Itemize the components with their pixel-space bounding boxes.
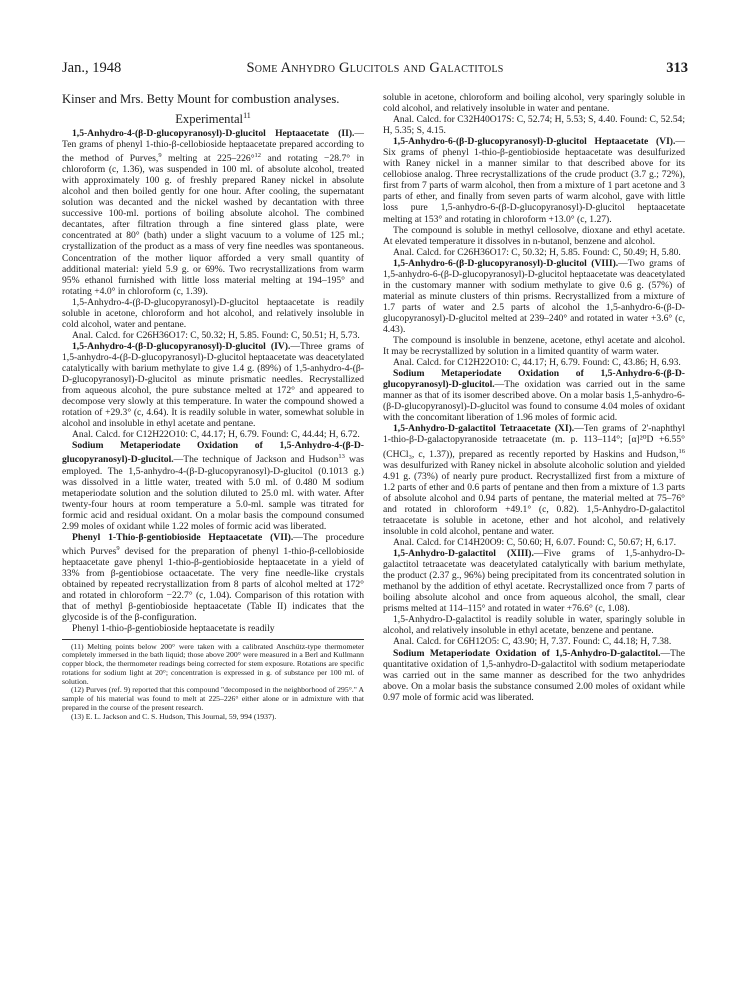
paragraph: soluble in acetone, chloroform and boiling alcohol, very sparingly soluble in cold alcohol, and relatively insoluble in water and pentane. [383, 92, 685, 115]
paragraph: Sodium Metaperiodate Oxidation of 1,5-Anhydro-4-(β-D-glucopyranosyl)-D-glucitol.—The technique of Jackson and Hudson$^{13}$ was employed. The 1,5-anhydro-4-(β-D-glucopyranosyl)-D-glucitol (0.1013 g.) was dissolved in a little water, treated with 5.0 ml. of 0.480 M sodium metaperiodate solution and the solution diluted to 25.0 ml. with water. After twenty-four hours at room temperature a 5.0-ml. sample was titrated for formic acid and residual oxidant. On a molar basis the compound consumed 2.99 moles of oxidant while 1.22 moles of formic acid was liberated. [62, 440, 364, 532]
paragraph: 1,5-Anhydro-4-(β-D-glucopyranosyl)-D-glucitol heptaacetate is readily soluble in acetone, chloroform and hot alcohol, and relatively insoluble in cold alcohol, water and pentane. [62, 296, 364, 330]
paragraph-title: 1,5-Anhydro-6-(β-D-glucopyranosyl)-D-glucitol (VIII). [393, 257, 619, 269]
analysis-line: Anal. Calcd. for C26H36O17: C, 50.32; H, 5.85. Found: C, 50.49; H, 5.80. [393, 246, 681, 258]
paragraph-title: Sodium Metaperiodate Oxidation of 1,5-Anhydro-D-galactitol. [393, 647, 661, 659]
paragraph: Sodium Metaperiodate Oxidation of 1,5-Anhydro-6-(β-D-glucopyranosyl)-D-glucitol.—The oxidation was carried out in the same manner as that of its isomer described above. On a molar basis 1,5-anhydro-6-(β-D-glucopyranosyl)-D-glucitol was found to consume 4.04 moles of oxidant with the concomitant liberation of 1.96 moles of formic acid. [383, 368, 685, 424]
header-page-number: 313 [666, 60, 688, 76]
running-header [62, 60, 688, 82]
analysis-line: Anal. Calcd. for C12H22O10: C, 44.17; H, 6.79. Found: C, 43.86; H, 6.93. [393, 357, 681, 369]
paragraph-title: Phenyl 1-Thio-β-gentiobioside Heptaacetate (VII). [72, 531, 294, 543]
footnote: (12) Purves (ref. 9) reported that this compound "decomposed in the neighborhood of 295°." A sample of his material was found to melt at 225–226° either alone or in admixture with that prepared in the course of the present research. [62, 685, 364, 713]
footnote-rule [62, 639, 364, 640]
paragraph-title: 1,5-Anhydro-4-(β-D-glucopyranosyl)-D-glucitol Heptaacetate (II). [72, 127, 355, 139]
paragraph: The compound is soluble in methyl cellosolve, dioxane and ethyl acetate. At elevated temperature it dissolves in n-butanol, benzene and alcohol. [383, 224, 685, 247]
header-date: Jan., 1948 [62, 60, 122, 76]
lead-text: Kinser and Mrs. Betty Mount for combustion analyses. [62, 92, 340, 106]
analysis-line: Anal. Calcd. for C6H12O5: C, 43.90; H, 7.37. Found: C, 44.18; H, 7.38. [393, 636, 672, 648]
footnote: (13) E. L. Jackson and C. S. Hudson, This Journal, 59, 994 (1937). [71, 711, 277, 721]
right-column [383, 92, 685, 703]
paragraph-title: 1,5-Anhydro-4-(β-D-glucopyranosyl)-D-glucitol (IV). [72, 340, 291, 352]
footnote: (11) Melting points below 200° were taken with a calibrated Anschütz-type thermometer completely immersed in the bath liquid; those above 200° were measured in a Berl and Kullmann copper block, the thermometer readings being corrected for stem exposure. Rotations are specific rotations for sodium light at 20°; concentration is expressed in g. of substance per 100 ml. of solution. [62, 641, 364, 686]
paragraph-title: 1,5-Anhydro-6-(β-D-glucopyranosyl)-D-glucitol Heptaacetate (VI). [393, 136, 676, 148]
paragraph: 1,5-Anhydro-6-(β-D-glucopyranosyl)-D-glucitol (VIII).—Two grams of 1,5-anhydro-6-(β-D-glucopyranosyl)-D-glucitol heptaacetate was deacetylated in the customary manner with sodium methylate to give 0.6 g. (57%) of material as minute clusters of thin prisms. Recrystallized from a mixture of 1.7 parts of water and 2.5 parts of alcohol the 1,5-anhydro-6-(β-D-glucopyranosyl)-D-glucitol melted at 239–240° and rotated in water +3.6° (c, 4.43). [383, 257, 685, 335]
paragraph: Phenyl 1-thio-β-gentiobioside heptaacetate is readily [72, 623, 275, 635]
paragraph: 1,5-Anhydro-D-galactitol (XIII).—Five grams of 1,5-anhydro-D-galactitol tetraacetate was deacetylated catalytically with barium methylate, the product (2.37 g., 96%) being precipitated from its concentrated solution in methanol by the addition of ethyl acetate. Recrystallized once from 7 parts of boiling absolute alcohol and once from aqueous alcohol, the small, clear prisms melted at 114–115° and rotated in water +76.6° (c, 1.08). [383, 548, 685, 615]
analysis-line: Anal. Calcd. for C14H20O9: C, 50.60; H, 6.07. Found: C, 50.67; H, 6.17. [393, 537, 677, 549]
paragraph: 1,5-Anhydro-D-galactitol Tetraacetate (XI).—Ten grams of 2'-naphthyl 1-thio-β-D-galactopyranoside tetraacetate (m. p. 113–114°; [α]²⁰D +6.55° (CHCl₃, c, 1.37)), prepared as recently reported by Haskins and Hudson,$^{16}$ was desulfurized with Raney nickel in absolute alcoholic solution and yielded 4.91 g. (73%) of nearly pure product. Recrystallized first from a mixture of 1.2 parts of ether and 0.6 parts of pentane and then from a mixture of 1.3 parts of absolute alcohol and 0.94 parts of pentane, the material melted at 75–76° and rotated in chloroform +49.1° (c, 0.82). 1,5-Anhydro-D-galactitol tetraacetate is soluble in acetone, ether and hot alcohol, and relatively insoluble in cold alcohol, pentane and water. [383, 423, 686, 538]
paragraph: Sodium Metaperiodate Oxidation of 1,5-Anhydro-D-galactitol.—The quantitative oxidation of 1,5-anhydro-D-galactitol with sodium metaperiodate was carried out in the same manner as described for the two anhydrides above. On a molar basis the substance consumed 2.00 moles of oxidant while 0.97 mole of formic acid was liberated. [383, 647, 685, 703]
paragraph-title: 1,5-Anhydro-D-galactitol (XIII). [393, 548, 534, 560]
analysis-line: Anal. Calcd. for C26H36O17: C, 50.32; H, 5.85. Found: C, 50.51; H, 5.73. [72, 329, 360, 341]
paragraph: The compound is insoluble in benzene, acetone, ethyl acetate and alcohol. It may be recrystallized by solution in a limited quantity of warm water. [383, 335, 685, 358]
header-title: Some Anhydro Glucitols and Galactitols [246, 60, 504, 76]
analysis-line: Anal. Calcd. for C32H40O17S: C, 52.74; H, 5.53; S, 4.40. Found: C, 52.54; H, 5.35; S, 4.15. [383, 114, 685, 137]
analysis-line: Anal. Calcd. for C12H22O10: C, 44.17; H, 6.79. Found: C, 44.44; H, 6.72. [72, 429, 360, 441]
paragraph: Phenyl 1-Thio-β-gentiobioside Heptaacetate (VII).—The procedure which Purves$^9$ devised for the preparation of phenyl 1-thio-β-cellobioside heptaacetate gave phenyl 1-thio-β-gentiobioside heptaacetate in a yield of 33% from β-gentiobiose octaacetate. The very fine needle-like crystals obtained by repeated recrystallization from 8 parts of alcohol melted at 172° and rotated in chloroform −22.7° (c, 1.04). Comparison of this rotation with that of methyl β-gentiobioside heptaacetate (Table II) indicates that the glycoside is of the β-configuration. [62, 531, 364, 624]
paragraph: 1,5-Anhydro-D-galactitol is readily soluble in water, sparingly soluble in alcohol, and relatively insoluble in ethyl acetate, benzene and pentane. [383, 614, 685, 637]
section-heading: Experimental$^{11}$ [175, 110, 251, 126]
paragraph: 1,5-Anhydro-4-(β-D-glucopyranosyl)-D-glucitol Heptaacetate (II).—Ten grams of phenyl 1-thio-β-cellobioside heptaacetate prepared according to the method of Purves,$^9$ melting at 225–226°$^{12}$ and rotating −28.7° in chloroform (c, 1.36), was suspended in 100 ml. of absolute alcohol, treated with approximately 100 g. of freshly prepared Raney nickel in absolute alcohol and then boiled gently for one hour. After cooling, the supernatant solution was decanted and the nickel washed by decantation with three successive 100-ml. portions of boiling absolute alcohol. The combined decantates, after filtration through a fine sintered glass plate, were concentrated at 80° (bath) under a slight vacuum to a volume of 125 ml.; crystallization of the product as a mass of very fine needles was spontaneous. Concentration of the mother liquor afforded a very small quantity of additional material: yield 5.9 g. or 69%. Two recrystallizations from warm 95% ethanol furnished with little loss material melting at 194–195° and rotating +4.0° in chloroform (c, 1.39). [62, 127, 364, 297]
paragraph: 1,5-Anhydro-6-(β-D-glucopyranosyl)-D-glucitol Heptaacetate (VI).—Six grams of phenyl 1-thio-β-gentiobioside heptaacetate was desulfurized with Raney nickel in a manner similar to that described above for its cellobiose analog. Three recrystallizations of the crude product (3.7 g.; 72%), first from 7 parts of warm alcohol, then from a mixture of 1 part acetone and 3 parts of ether, and finally from seven parts of warm alcohol, gave with little loss pure 1,5-anhydro-6-(β-D-glucopyranosyl)-D-glucitol heptaacetate melting at 153° and rotating in chloroform +13.0° (c, 1.27). [383, 136, 685, 225]
paragraph: 1,5-Anhydro-4-(β-D-glucopyranosyl)-D-glucitol (IV).—Three grams of 1,5-anhydro-4-(β-D-glucopyranosyl)-D-glucitol heptaacetate was deacetylated catalytically with barium methylate to give 1.4 g. (89%) of 1,5-anhydro-4-(β-D-glucopyranosyl)-D-glucitol as minute prismatic needles. Recrystallized from aqueous alcohol, the pure substance melted at 172° and appeared to decompose very slowly at this temperature. In water the compound showed a rotation of +29.3° (c, 4.64). It is readily soluble in water, somewhat soluble in alcohol and insoluble in ethyl acetate and pentane. [62, 340, 364, 430]
paragraph-title: Sodium Metaperiodate Oxidation of 1,5-Anhydro-4-(β-D-glucopyranosyl)-D-glucitol. [62, 440, 364, 466]
paragraph-title: 1,5-Anhydro-D-galactitol Tetraacetate (XI). [393, 423, 575, 435]
paragraph-title: Sodium Metaperiodate Oxidation of 1,5-Anhydro-6-(β-D-glucopyranosyl)-D-glucitol. [383, 368, 685, 391]
left-column [62, 92, 364, 722]
